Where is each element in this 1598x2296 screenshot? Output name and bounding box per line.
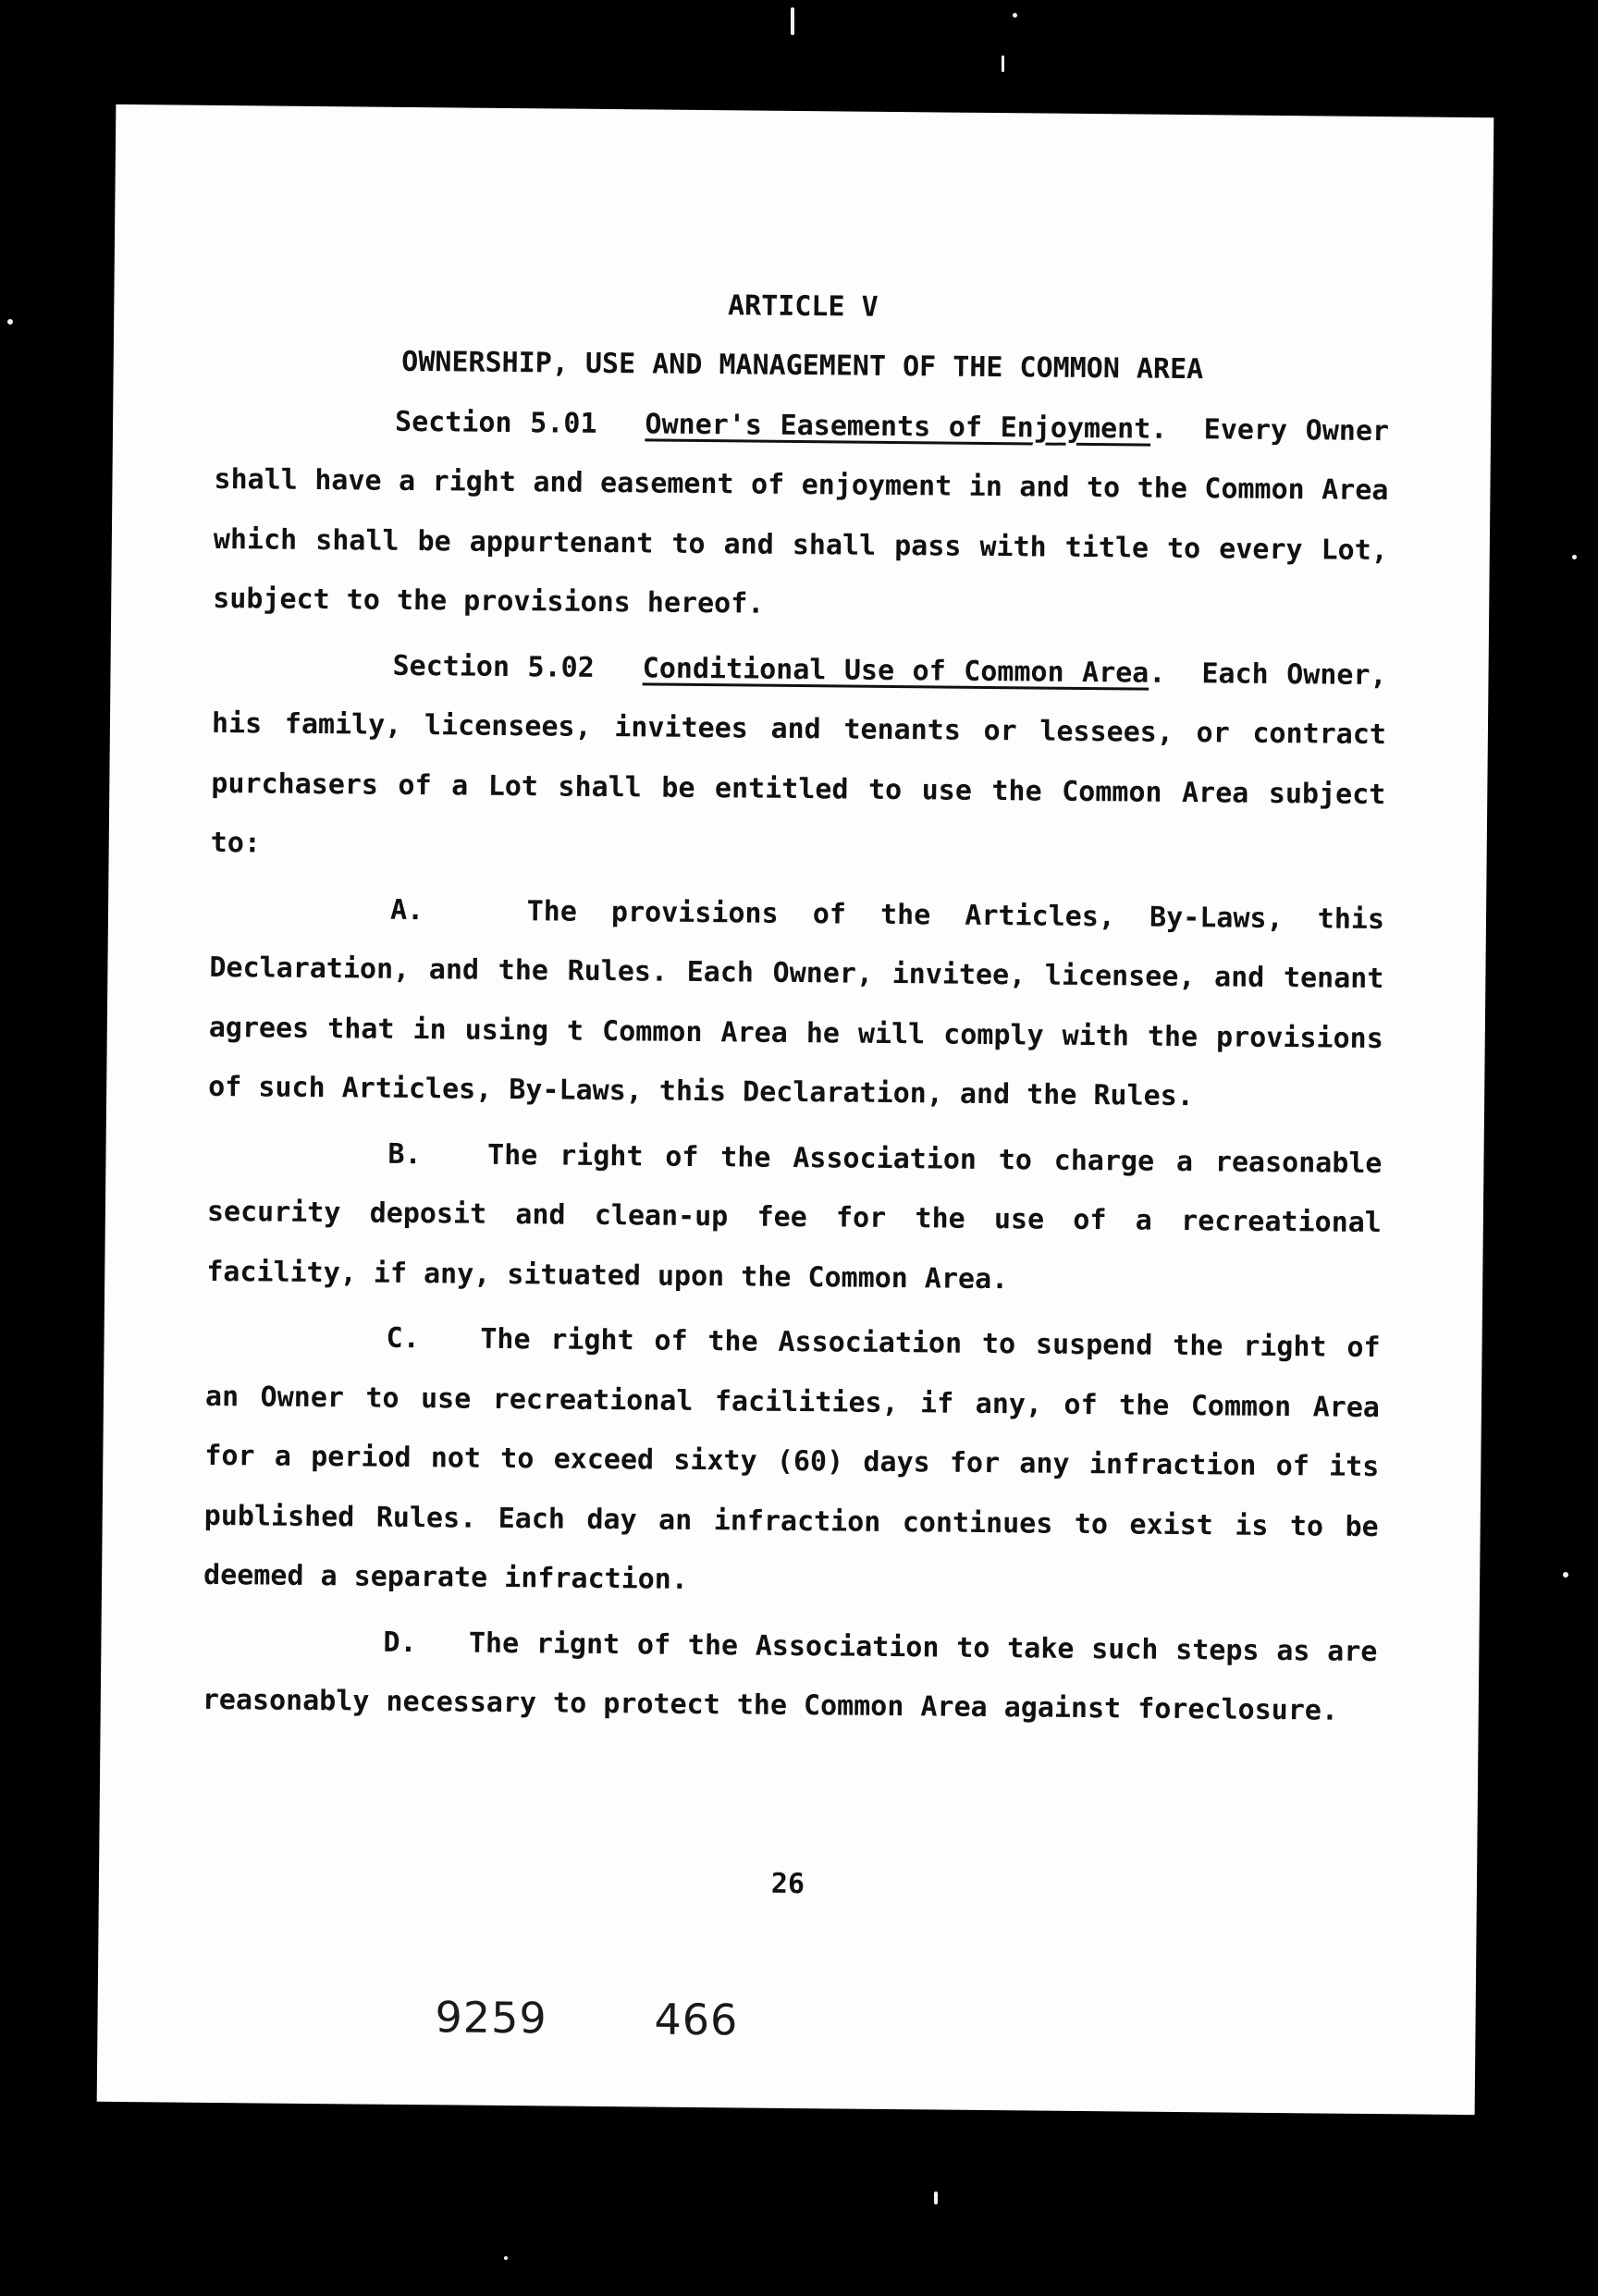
section-heading: Owner's Easements of Enjoyment	[645, 407, 1151, 446]
section-body: Each Owner, his family, licensees, invitees and tenants or lessees, or contract purchasers of a Lot shall be entitled to use the Common Area subject to:	[210, 657, 1387, 860]
article-subtitle: OWNERSHIP, USE AND MANAGEMENT OF THE COMMON AREA	[401, 345, 1204, 387]
item-text: The provisions of the Articles, By-Laws, this Declaration, and the Rules. Each Owner, invitee, licensee, and tenant agrees that in using t Common Area he will comply with the provisions of such Articles, By-Laws, this Declaration, and the Rules.	[208, 894, 1385, 1113]
page-number-stamp: 466	[654, 1994, 739, 2045]
section-5-01: Section 5.01 Owner's Easements of Enjoyment. Every Owner shall have a right and easement of enjoyment in and to the Common Area which shall be appurtenant to and shall pass with title to every Lot, subject to the provisions hereof.	[213, 405, 1390, 620]
list-item-d	[203, 1611, 1378, 1741]
item-text: The rignt of the Association to take such steps as are reasonably necessary to protect the Common Area against foreclosure.	[202, 1627, 1378, 1727]
book-number-stamp: 9259	[435, 1992, 547, 2044]
scan-speck	[504, 2256, 508, 2260]
item-letter: B.	[387, 1137, 422, 1171]
scan-speck	[7, 319, 13, 325]
section-heading: Conditional Use of Common Area	[642, 651, 1149, 690]
item-text: The right of the Association to charge a reasonable security deposit and clean-up fee for the use of a recreational facility, if any, situated upon the Common Area.	[206, 1138, 1383, 1295]
scan-speck	[934, 2192, 938, 2204]
list-item-a	[208, 878, 1384, 1128]
scan-speck	[1002, 55, 1004, 72]
section-number: Section 5.01	[394, 405, 597, 440]
page-number: 26	[770, 1867, 805, 1901]
section-number: Section 5.02	[392, 649, 595, 684]
item-letter: A.	[389, 893, 424, 927]
document-body	[203, 272, 1391, 1742]
section-body: Every Owner shall have a right and easement of enjoyment in and to the Common Area which shall be appurtenant to and shall pass with title to every Lot, subject to the provisions hereof.	[213, 412, 1390, 620]
scan-speck	[1013, 13, 1017, 18]
section-5-02: Section 5.02 Conditional Use of Common Area. Each Owner, his family, licensees, invitees and tenants or lessees, or contract purchasers of a Lot shall be entitled to use the Common Area subject to:	[210, 649, 1387, 860]
item-text: The right of the Association to suspend the right of an Owner to use recreational facilities, if any, of the Common Area for a period not to exceed sixty (60) days for any infraction of its published Rules. Each day an infraction continues to exist is to be deemed a separate infraction.	[203, 1322, 1381, 1596]
list-item-b	[206, 1123, 1383, 1313]
scan-speck	[1572, 555, 1577, 559]
document-page	[97, 104, 1494, 2115]
list-item-c	[203, 1308, 1381, 1617]
scan-speck	[1563, 1572, 1568, 1578]
item-letter: C.	[386, 1321, 420, 1356]
item-letter: D.	[383, 1626, 417, 1659]
article-title: ARTICLE V	[727, 289, 879, 324]
scan-speck	[791, 7, 794, 35]
